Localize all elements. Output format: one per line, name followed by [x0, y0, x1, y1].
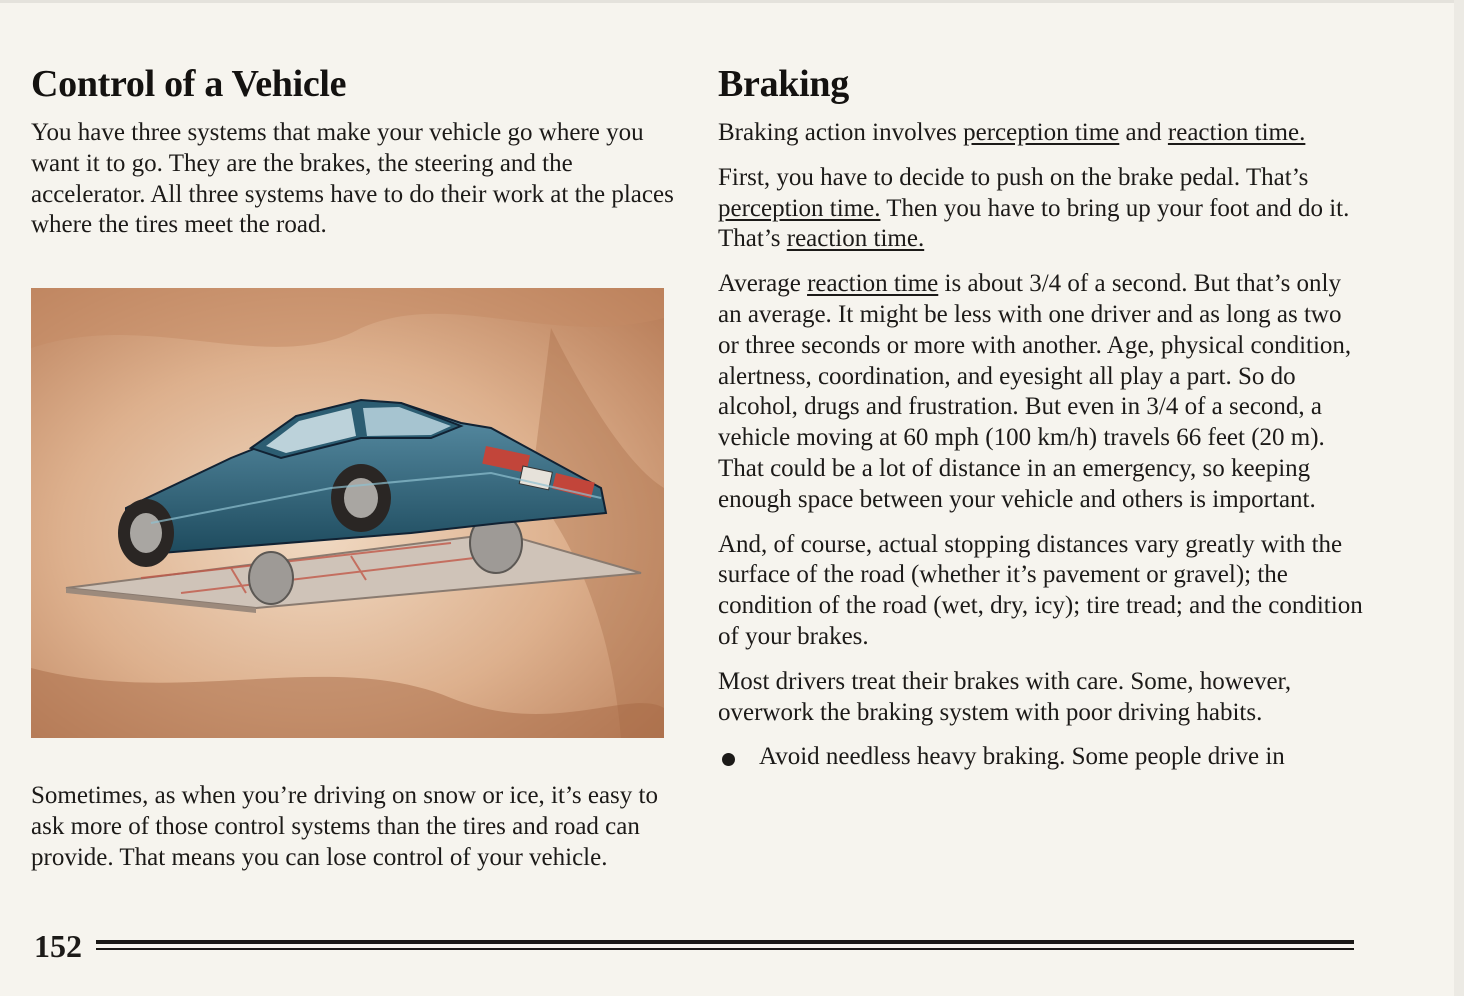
p1-perception-time: perception time [963, 119, 1120, 146]
braking-paragraph-4: And, of course, actual stopping distances vary greatly with the surface of the road (whether it’s pavement or gravel); the condition of the road (wet, dry, icy); tire tread; and the condition of your brakes. [718, 530, 1363, 650]
left-column [31, 62, 681, 255]
p3-reaction-time: reaction time [807, 270, 939, 298]
car-on-road-plane-image [31, 288, 664, 738]
p2-perception-time: perception time. [718, 194, 881, 222]
p2-reaction-time: reaction time. [786, 225, 925, 253]
braking-paragraph-5: Most drivers treat their brakes with care. Some, however, overwork the braking system with poor driving habits. [718, 667, 1292, 726]
page-top-edge [0, 0, 1464, 3]
left-intro-paragraph: You have three systems that make your vehicle go where you want it to go. They are the brakes, the steering and the accelerator. All three systems have to do their work at the places where the tires meet the road. [31, 119, 674, 239]
braking-paragraph-2 [718, 163, 1363, 255]
page-footer [34, 926, 1354, 966]
page-right-edge [1454, 0, 1464, 996]
p1-text-b: and [1119, 119, 1168, 146]
page-number: 152 [34, 928, 82, 964]
p1-reaction-time: reaction time. [1167, 119, 1306, 146]
footer-rule-thin [96, 948, 1354, 950]
left-bottom-text [31, 781, 671, 887]
right-column [718, 62, 1363, 773]
bullet-icon [722, 753, 735, 766]
bullet-text: Avoid needless heavy braking. Some people drive in [759, 743, 1285, 771]
p2-text-b: Then you have to bring up your foot and do it. That’s [718, 194, 1350, 253]
braking-paragraph-1 [718, 118, 1363, 149]
p2-text-a: First, you have to decide to push on the brake pedal. That’s [718, 163, 1309, 191]
left-bottom-paragraph: Sometimes, as when you’re driving on snow or ice, it’s easy to ask more of those control systems than the tires and road can provide. That means you can lose control of your vehicle. [31, 782, 658, 871]
p3-text-a: Average [718, 270, 808, 298]
braking-paragraph-3 [718, 269, 1363, 515]
left-heading: Control of a Vehicle [31, 63, 347, 105]
car-illustration [31, 288, 664, 738]
p3-text-b: is about 3/4 of a second. But that’s only an average. It might be less with one driver and as long as two or three seconds or more with another. Age, physical condition, alertness, coordination, and eyesight all play a part. So do alcohol, drugs and frustration. But even in 3/4 of a second, a vehicle moving at 60 mph (100 km/h) travels 66 feet (20 m). That could be a lot of distance in an emergency, so keeping enough space between your vehicle and others is important. [718, 270, 1352, 513]
right-heading: Braking [718, 63, 849, 105]
bullet-item [718, 742, 1363, 773]
p1-text-a: Braking action involves [718, 119, 964, 146]
footer-rule-thick [96, 940, 1354, 944]
